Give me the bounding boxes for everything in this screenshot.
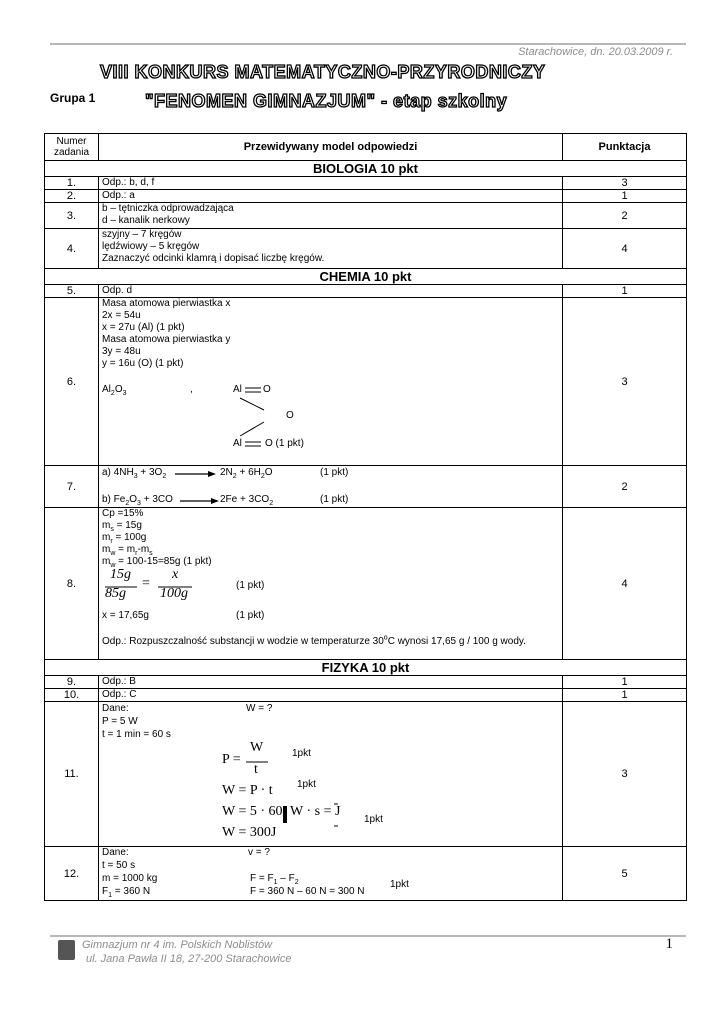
answer-text: Odp.: a (102, 190, 135, 201)
table-row (45, 285, 687, 298)
table-header-row (45, 134, 687, 161)
task-number: 4. (45, 229, 99, 269)
task-number: 3. (45, 203, 99, 229)
al2o3-structure (102, 370, 559, 460)
formula-power-numerator: W (250, 740, 264, 755)
answer-text: $m_w = m_r-m_s$ (102, 544, 153, 557)
result-line (102, 610, 559, 624)
task-number: 6. (45, 298, 99, 466)
formula-marks (102, 702, 362, 845)
task-points: 1 (563, 190, 687, 203)
col-num-header: Numer zadania (45, 134, 99, 161)
answer-text: b – tętniczka odprowadzająca (102, 203, 234, 214)
answer-text: Zaznaczyć odcinki klamrą i dopisać liczbę kręgów. (102, 253, 325, 264)
reaction-a-reactants: a) $4NH_3 + 3O_2$ (102, 467, 167, 480)
physics-solution-11 (102, 702, 559, 845)
header-date: Starachowice, dn. 20.03.2009 r. (518, 46, 673, 58)
answer-text: x = 27u (Al) (1 pkt) (102, 322, 185, 333)
force-points: 1pkt (390, 879, 409, 890)
fraction-numerator-right: x (172, 567, 179, 582)
formula-work: W = P · t (222, 783, 273, 798)
unknown-value: v = ? (248, 847, 270, 858)
physics-solution-12 (102, 847, 559, 899)
reaction-arrows (102, 466, 342, 506)
comma: , (190, 384, 193, 395)
answer-text: Cp =15% (102, 508, 144, 519)
formula-substitution: W = 5 · 60 (222, 804, 283, 819)
bond-lines (102, 370, 342, 460)
unknown-value: W = ? (246, 703, 273, 714)
given-power: P = 5 W (102, 716, 138, 727)
task-points: 4 (563, 229, 687, 269)
section-chemistry: CHEMIA 10 pkt (45, 269, 687, 285)
task-points: 4 (563, 508, 687, 660)
answer-text: $m_s = 15g$ (102, 520, 142, 533)
section-physics: FIZYKA 10 pkt (45, 660, 687, 676)
given-mass: m = 1000 kg (102, 873, 158, 884)
task-number: 9. (45, 676, 99, 689)
task-number: 7. (45, 466, 99, 508)
atom-o-top: O (263, 384, 271, 395)
reaction-b-products: $2Fe + 3CO_2$ (220, 494, 274, 507)
table-row (45, 466, 687, 508)
answer-text: y = 16u (O) (1 pkt) (102, 358, 184, 369)
school-logo-icon (58, 940, 75, 960)
formula-power-points: 1pkt (292, 748, 311, 759)
answer-text: Masa atomowa pierwiastka x (102, 298, 231, 309)
answer-text: d – kanalik nerkowy (102, 215, 190, 226)
formula-substitution-points: 1pkt (364, 814, 383, 825)
atom-al-top: Al (233, 384, 242, 395)
table-row (45, 190, 687, 203)
footer-address (82, 938, 291, 966)
result-points: (1 pkt) (236, 610, 265, 621)
atom-al-bottom: Al (233, 438, 242, 449)
footer-street: ul. Jana Pawła II 18, 27-200 Starachowice (86, 953, 292, 965)
task-number: 8. (45, 508, 99, 660)
given-time: t = 50 s (102, 860, 136, 871)
task-points: 1 (563, 689, 687, 702)
group-label: Grupa 1 (50, 91, 96, 105)
fraction-points: (1 pkt) (236, 580, 265, 591)
table-row (45, 177, 687, 190)
result-value: x = 17,65g (102, 610, 149, 621)
reaction-b-reactants: b) $Fe_2O_3 + 3CO$ (102, 494, 173, 507)
task-points: 3 (563, 702, 687, 847)
force-result: F = 360 N – 60 N = 300 N (250, 886, 365, 897)
formula-power-denominator: t (254, 762, 258, 777)
col-points-header: Punktacja (563, 134, 687, 161)
formula-power-left: P = (222, 752, 241, 767)
task-number: 5. (45, 285, 99, 298)
task-number: 10. (45, 689, 99, 702)
table-row (45, 298, 687, 466)
contest-title: VIII KONKURS MATEMATYCZNO-PRZYRODNICZY (100, 62, 546, 82)
footer-school-name: Gimnazjum nr 4 im. Polskich Noblistów (82, 939, 273, 951)
answer-text: Odp. d (102, 285, 133, 296)
task-points: 3 (563, 177, 687, 190)
answer-text: szyjny – 7 kręgów (102, 229, 182, 240)
task-points: 3 (563, 298, 687, 466)
given-label: Dane: (102, 847, 129, 858)
formula-unit: W · s = J (290, 804, 341, 819)
task-points: 1 (563, 285, 687, 298)
formula-work-points: 1pkt (297, 779, 316, 790)
reaction-equations (102, 466, 559, 506)
contest-subtitle: "FENOMEN GIMNAZJUM" - etap szkolny (145, 91, 508, 111)
answer-key-table (44, 133, 687, 901)
answer-text: Masa atomowa pierwiastka y (102, 334, 231, 345)
fraction-numerator-left: 15g (110, 567, 131, 582)
answer-text: Odp.: b, d, f (102, 177, 155, 188)
atom-o-middle: O (286, 410, 294, 421)
task-number: 11. (45, 702, 99, 847)
task-points: 2 (563, 466, 687, 508)
answer-text: $m_w = 100-15=85g$ (1 pkt) (102, 556, 212, 569)
atom-o-bottom: O (1 pkt) (265, 438, 304, 449)
formula-al2o3: $Al_2O_3$ (102, 384, 127, 397)
answer-text: $m_r = 100g$ (102, 532, 147, 545)
reaction-a-points: (1 pkt) (320, 467, 349, 478)
page-number: 1 (665, 936, 673, 952)
fraction-denominator-left: 85g (105, 586, 126, 601)
table-row (45, 508, 687, 660)
given-label: Dane: (102, 703, 129, 714)
task-points: 2 (563, 203, 687, 229)
table-row (45, 702, 687, 847)
col-model-header: Przewidywany model odpowiedzi (99, 134, 563, 161)
table-row (45, 689, 687, 702)
answer-text: lędźwiowy – 5 kręgów (102, 241, 200, 252)
force-equation: $F = F_1 - F_2$ (250, 873, 299, 886)
table-row (45, 676, 687, 689)
footer-rule (50, 935, 686, 937)
fraction-equals: = (142, 576, 150, 591)
task-number: 2. (45, 190, 99, 203)
fraction-denominator-right: 100g (160, 586, 188, 601)
given-time: t = 1 min = 60 s (102, 729, 171, 740)
fraction-bars (102, 568, 192, 610)
header-rule (50, 43, 686, 45)
task-number: 1. (45, 177, 99, 190)
reaction-a-products: $2N_2 + 6H_2O$ (220, 467, 273, 480)
answer-text: Odp.: C (102, 689, 137, 700)
answer-text: Odp.: B (102, 676, 136, 687)
table-row (45, 847, 687, 901)
task-points: 1 (563, 676, 687, 689)
final-answer: Odp.: Rozpuszczalność substancji w wodzie w temperaturze 30$^o$C wynosi 17,65 g / 100 g wody. (102, 634, 526, 647)
formula-result: W = 300J (222, 825, 277, 840)
answer-text: 2x = 54u (102, 310, 141, 321)
proportion-fraction (102, 568, 559, 610)
task-number: 12. (45, 847, 99, 901)
answer-text: 3y = 48u (102, 346, 141, 357)
task-points: 5 (563, 847, 687, 901)
table-row (45, 203, 687, 229)
given-force: $F_1 = 360$ N (102, 886, 151, 899)
reaction-b-points: (1 pkt) (320, 494, 349, 505)
section-biology: BIOLOGIA 10 pkt (45, 161, 687, 177)
table-row (45, 229, 687, 269)
